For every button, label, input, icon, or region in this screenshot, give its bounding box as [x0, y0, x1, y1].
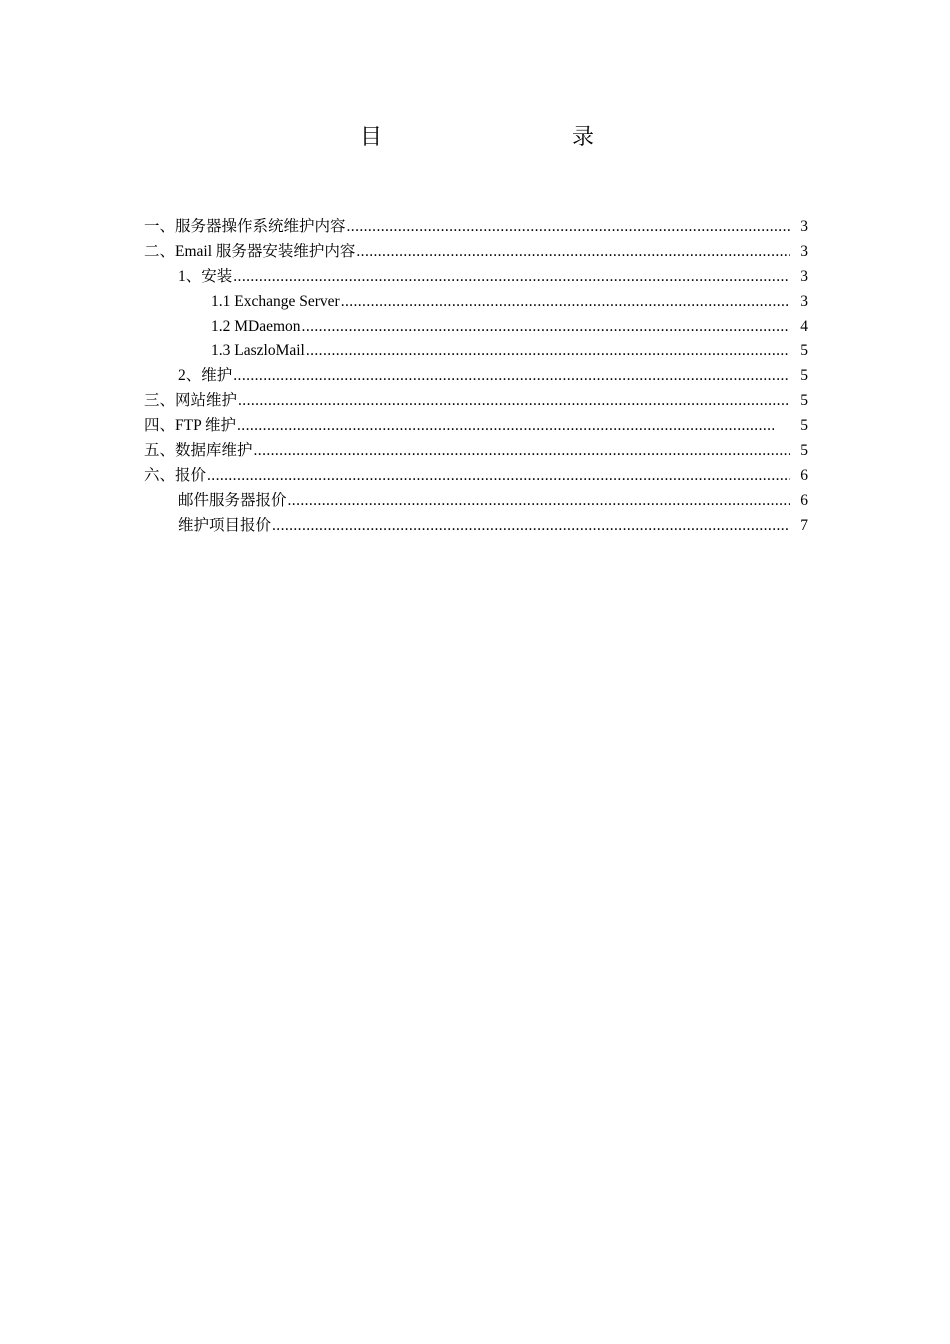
toc-entry-label: 三、网站维护 — [144, 392, 238, 410]
dot-leader — [341, 290, 790, 315]
toc-entry-page: 6 — [800, 466, 808, 484]
toc-entry-page: 7 — [800, 516, 808, 534]
dot-leader — [254, 439, 790, 464]
toc-entry-website-maintenance[interactable] — [144, 389, 808, 414]
toc-entry-label: 1.3 LaszloMail — [211, 342, 305, 360]
toc-entry-label: 一、服务器操作系统维护内容 — [144, 218, 346, 235]
dot-leader — [306, 339, 790, 364]
toc-entry-page: 5 — [800, 342, 808, 360]
dot-leader — [237, 414, 774, 439]
toc-entry-label: 1、安装 — [178, 267, 233, 285]
toc-title-part1: 目 — [360, 124, 383, 149]
toc-entry-install[interactable] — [144, 265, 808, 290]
dot-leader — [288, 489, 790, 514]
toc-entry-page: 3 — [800, 292, 808, 310]
toc-entry-page: 5 — [800, 417, 808, 435]
toc-entry-mail-server-quotation[interactable] — [144, 489, 808, 514]
dot-leader — [233, 265, 790, 290]
toc-entry-maintenance[interactable] — [144, 364, 808, 389]
toc-entry-quotation[interactable] — [144, 464, 808, 489]
toc-entry-page: 5 — [800, 392, 808, 410]
dot-leader — [272, 514, 790, 539]
toc-entry-exchange-server[interactable] — [144, 290, 808, 315]
toc-title-part2: 录 — [572, 124, 595, 149]
toc-entry-label: 维护项目报价 — [178, 516, 272, 534]
toc-entry-page: 3 — [800, 242, 808, 260]
toc-entry-label: 1.1 Exchange Server — [211, 292, 340, 310]
table-of-contents — [144, 215, 808, 539]
dot-leader — [347, 215, 790, 240]
toc-entry-label: 2、维护 — [178, 367, 233, 385]
toc-entry-page: 3 — [800, 218, 808, 235]
toc-entry-mdaemon[interactable] — [144, 315, 808, 340]
toc-entry-label: 四、FTP 维护 — [144, 417, 237, 435]
toc-entry-ftp-maintenance[interactable] — [144, 414, 808, 439]
toc-entry-os-maintenance[interactable] — [144, 215, 808, 240]
toc-entry-page: 4 — [800, 317, 808, 335]
toc-entry-label: 五、数据库维护 — [144, 442, 253, 460]
toc-entry-page: 6 — [800, 491, 808, 509]
toc-entry-email-server[interactable] — [144, 240, 808, 265]
toc-entry-label: 邮件服务器报价 — [178, 491, 287, 509]
dot-leader — [207, 464, 790, 489]
toc-entry-database-maintenance[interactable] — [144, 439, 808, 464]
dot-leader — [356, 240, 790, 265]
toc-entry-page: 3 — [800, 267, 808, 285]
toc-entry-page: 5 — [800, 367, 808, 385]
dot-leader — [238, 389, 790, 414]
toc-title — [0, 120, 950, 152]
toc-entry-label: 二、Email 服务器安装维护内容 — [144, 242, 356, 260]
toc-entry-maintenance-items-quotation[interactable] — [144, 514, 808, 539]
toc-entry-page: 5 — [800, 442, 808, 460]
toc-entry-label: 1.2 MDaemon — [211, 317, 301, 335]
toc-entry-label: 六、报价 — [144, 466, 207, 484]
toc-entry-laszlomail[interactable] — [144, 339, 808, 364]
dot-leader — [302, 315, 790, 340]
dot-leader — [233, 364, 790, 389]
